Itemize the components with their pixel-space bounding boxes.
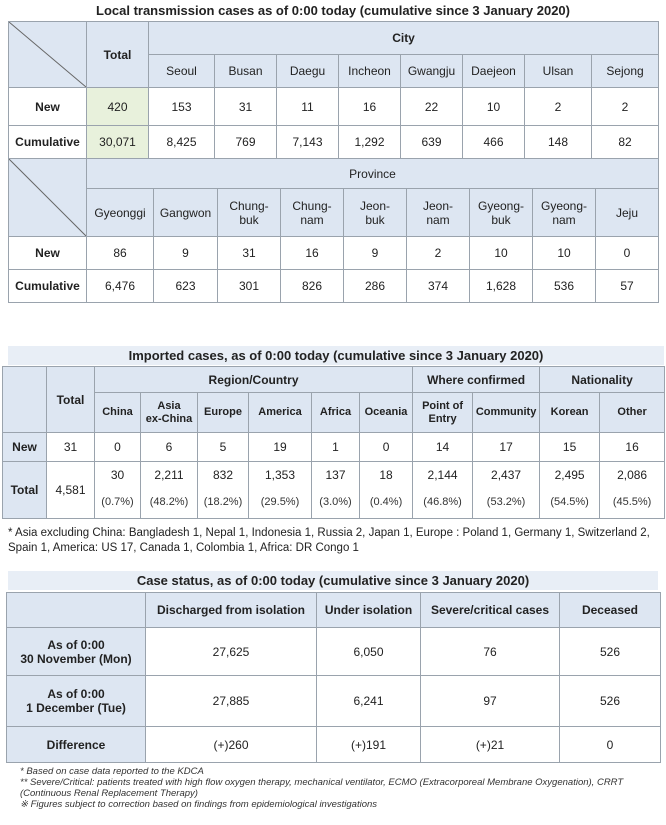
imported-total-value: 2,437 <box>491 468 522 482</box>
province-new-value: 10 <box>533 237 596 270</box>
status-row-label-line: As of 0:00 <box>47 637 105 652</box>
imported-total-cell <box>249 462 312 519</box>
local-total-new: 420 <box>87 88 149 126</box>
imported-new-value: 6 <box>141 433 198 462</box>
imported-cumulative-total: 4,581 <box>47 462 95 519</box>
imported-total-percent: (48.2%) <box>149 496 189 508</box>
city-name: Busan <box>215 55 277 88</box>
status-value: 526 <box>560 676 661 727</box>
city-name: Ulsan <box>525 55 592 88</box>
imported-new-value: 0 <box>95 433 141 462</box>
imported-column-name: Other <box>600 393 665 433</box>
province-new-value: 9 <box>154 237 218 270</box>
imported-column-name: Korean <box>540 393 600 433</box>
local-city-cumulative-label: Cumulative <box>9 126 87 159</box>
imported-total-percent: (3.0%) <box>319 496 352 508</box>
local-province-corner <box>9 159 87 237</box>
city-new-value: 16 <box>339 88 401 126</box>
imported-total-value: 2,144 <box>427 468 458 482</box>
status-row-label-date: 30 November (Mon) <box>20 651 132 666</box>
status-column-header: Under isolation <box>317 593 421 628</box>
status-title: Case status, as of 0:00 today (cumulative since 3 January 2020) <box>8 571 658 590</box>
imported-total-cell <box>540 462 600 519</box>
imported-new-value: 17 <box>473 433 540 462</box>
province-name: Jeon- buk <box>344 189 407 237</box>
imported-total-cell <box>141 462 198 519</box>
status-column-header: Discharged from isolation <box>146 593 317 628</box>
imported-where-header: Where confirmed <box>413 367 540 393</box>
city-name: Gwangju <box>401 55 463 88</box>
province-new-value: 0 <box>596 237 659 270</box>
footnote-line: * Based on case data reported to the KDCA <box>20 766 204 777</box>
status-value: 97 <box>421 676 560 727</box>
province-cumulative-value: 57 <box>596 270 659 303</box>
city-new-value: 2 <box>525 88 592 126</box>
status-value: 526 <box>560 628 661 676</box>
city-new-value: 31 <box>215 88 277 126</box>
province-name: Gyeong- nam <box>533 189 596 237</box>
imported-total-percent: (0.7%) <box>101 496 134 508</box>
imported-total-label: Total <box>3 462 47 519</box>
status-difference-value: (+)21 <box>421 727 560 763</box>
imported-region-header: Region/Country <box>95 367 413 393</box>
imported-total-header: Total <box>47 367 95 433</box>
province-new-value: 2 <box>407 237 470 270</box>
imported-column-name: Europe <box>198 393 249 433</box>
imported-total-value: 2,495 <box>554 468 585 482</box>
status-difference-value: 0 <box>560 727 661 763</box>
imported-total-value: 832 <box>212 468 234 482</box>
imported-corner <box>3 367 47 433</box>
local-total-header: Total <box>87 22 149 88</box>
local-city-new-label: New <box>9 88 87 126</box>
status-row-label <box>7 628 146 676</box>
status-row-label <box>7 676 146 727</box>
province-name: Gyeonggi <box>87 189 154 237</box>
city-new-value: 10 <box>463 88 525 126</box>
imported-column-name: Asia ex-China <box>141 393 198 433</box>
status-difference-value: (+)191 <box>317 727 421 763</box>
imported-total-percent: (54.5%) <box>550 496 589 508</box>
local-province-header: Province <box>87 159 659 189</box>
province-cumulative-value: 1,628 <box>470 270 533 303</box>
imported-column-name: Community <box>473 393 540 433</box>
city-cumulative-value: 466 <box>463 126 525 159</box>
footnote-line: ** Severe/Critical: patients treated with high flow oxygen therapy, mechanical ventilator, ECMO (Extracorporeal Membrane Oxygenation), CRRT (Continuous Renal Replacement Therapy) <box>20 777 624 799</box>
province-cumulative-value: 623 <box>154 270 218 303</box>
city-cumulative-value: 639 <box>401 126 463 159</box>
imported-total-value: 137 <box>325 468 346 482</box>
status-row-label-line: As of 0:00 <box>47 687 105 701</box>
imported-new-total: 31 <box>47 433 95 462</box>
status-value: 76 <box>421 628 560 676</box>
city-name: Daejeon <box>463 55 525 88</box>
province-new-value: 31 <box>218 237 281 270</box>
imported-total-cell <box>198 462 249 519</box>
local-province-table <box>8 158 659 303</box>
imported-new-label: New <box>3 433 47 462</box>
status-column-header: Deceased <box>560 593 661 628</box>
imported-total-percent: (18.2%) <box>203 496 243 508</box>
imported-column-name: China <box>95 393 141 433</box>
province-cumulative-value: 301 <box>218 270 281 303</box>
status-value: 6,050 <box>317 628 421 676</box>
imported-title: Imported cases, as of 0:00 today (cumulative since 3 January 2020) <box>8 346 664 365</box>
city-cumulative-value: 7,143 <box>277 126 339 159</box>
imported-column-name: Point of Entry <box>413 393 473 433</box>
imported-total-value: 2,086 <box>617 468 648 482</box>
status-value: 27,625 <box>146 628 317 676</box>
province-name: Jeon- nam <box>407 189 470 237</box>
province-name: Chung- buk <box>218 189 281 237</box>
city-name: Sejong <box>592 55 659 88</box>
city-new-value: 11 <box>277 88 339 126</box>
province-cumulative-value: 6,476 <box>87 270 154 303</box>
imported-total-percent: (53.2%) <box>486 496 526 508</box>
province-cumulative-value: 374 <box>407 270 470 303</box>
status-corner <box>7 593 146 628</box>
local-title: Local transmission cases as of 0:00 today (cumulative since 3 January 2020) <box>96 3 570 18</box>
province-cumulative-value: 826 <box>281 270 344 303</box>
province-new-value: 9 <box>344 237 407 270</box>
local-city-corner <box>9 22 87 88</box>
imported-new-value: 0 <box>360 433 413 462</box>
imported-total-value: 30 <box>110 468 125 482</box>
city-cumulative-value: 1,292 <box>339 126 401 159</box>
province-new-value: 16 <box>281 237 344 270</box>
imported-column-name: Oceania <box>360 393 413 433</box>
status-difference-label: Difference <box>7 727 146 763</box>
local-province-new-label: New <box>9 237 87 270</box>
status-value: 6,241 <box>317 676 421 727</box>
imported-total-value: 2,211 <box>154 468 184 482</box>
province-new-value: 10 <box>470 237 533 270</box>
city-new-value: 153 <box>149 88 215 126</box>
local-city-header: City <box>149 22 659 55</box>
province-cumulative-value: 536 <box>533 270 596 303</box>
imported-nationality-header: Nationality <box>540 367 665 393</box>
imported-total-cell <box>95 462 141 519</box>
city-name: Seoul <box>149 55 215 88</box>
imported-column-name: Africa <box>312 393 360 433</box>
imported-table <box>2 366 665 519</box>
city-name: Incheon <box>339 55 401 88</box>
imported-new-value: 19 <box>249 433 312 462</box>
city-cumulative-value: 82 <box>592 126 659 159</box>
status-row-label-date: 1 December (Tue) <box>26 701 126 715</box>
province-name: Chung- nam <box>281 189 344 237</box>
imported-total-value: 1,353 <box>264 468 296 482</box>
imported-note: * Asia excluding China: Bangladesh 1, Nepal 1, Indonesia 1, Russia 2, Japan 1, Europe : Poland 1, Germany 1, Switzerland 2, Spain 1, America: US 17, Canada 1, Colombia 1, Africa: DR Congo 1 <box>8 527 650 554</box>
status-table <box>6 592 661 763</box>
status-difference-value: (+)260 <box>146 727 317 763</box>
city-name: Daegu <box>277 55 339 88</box>
province-cumulative-value: 286 <box>344 270 407 303</box>
imported-new-value: 5 <box>198 433 249 462</box>
local-city-table <box>8 21 659 159</box>
province-new-value: 86 <box>87 237 154 270</box>
imported-total-cell <box>360 462 413 519</box>
imported-total-cell <box>473 462 540 519</box>
imported-total-percent: (46.8%) <box>423 496 462 508</box>
imported-new-value: 15 <box>540 433 600 462</box>
city-new-value: 22 <box>401 88 463 126</box>
imported-total-percent: (0.4%) <box>369 496 403 508</box>
city-cumulative-value: 148 <box>525 126 592 159</box>
imported-total-value: 18 <box>379 468 393 482</box>
status-value: 27,885 <box>146 676 317 727</box>
footnote-line: ※ Figures subject to correction based on findings from epidemiological investigations <box>20 799 378 810</box>
province-name: Gyeong- buk <box>470 189 533 237</box>
city-cumulative-value: 8,425 <box>149 126 215 159</box>
province-name: Jeju <box>596 189 659 237</box>
imported-new-value: 1 <box>312 433 360 462</box>
status-column-header: Severe/critical cases <box>421 593 560 628</box>
status-footnotes <box>0 766 666 810</box>
imported-total-cell <box>312 462 360 519</box>
city-cumulative-value: 769 <box>215 126 277 159</box>
imported-new-value: 16 <box>600 433 665 462</box>
province-name: Gangwon <box>154 189 218 237</box>
imported-new-value: 14 <box>413 433 473 462</box>
imported-total-cell <box>600 462 665 519</box>
imported-total-percent: (45.5%) <box>612 496 652 508</box>
imported-total-cell <box>413 462 473 519</box>
city-new-value: 2 <box>592 88 659 126</box>
imported-column-name: America <box>249 393 312 433</box>
imported-total-percent: (29.5%) <box>260 496 300 508</box>
local-total-cumulative: 30,071 <box>87 126 149 159</box>
local-province-cumulative-label: Cumulative <box>9 270 87 303</box>
